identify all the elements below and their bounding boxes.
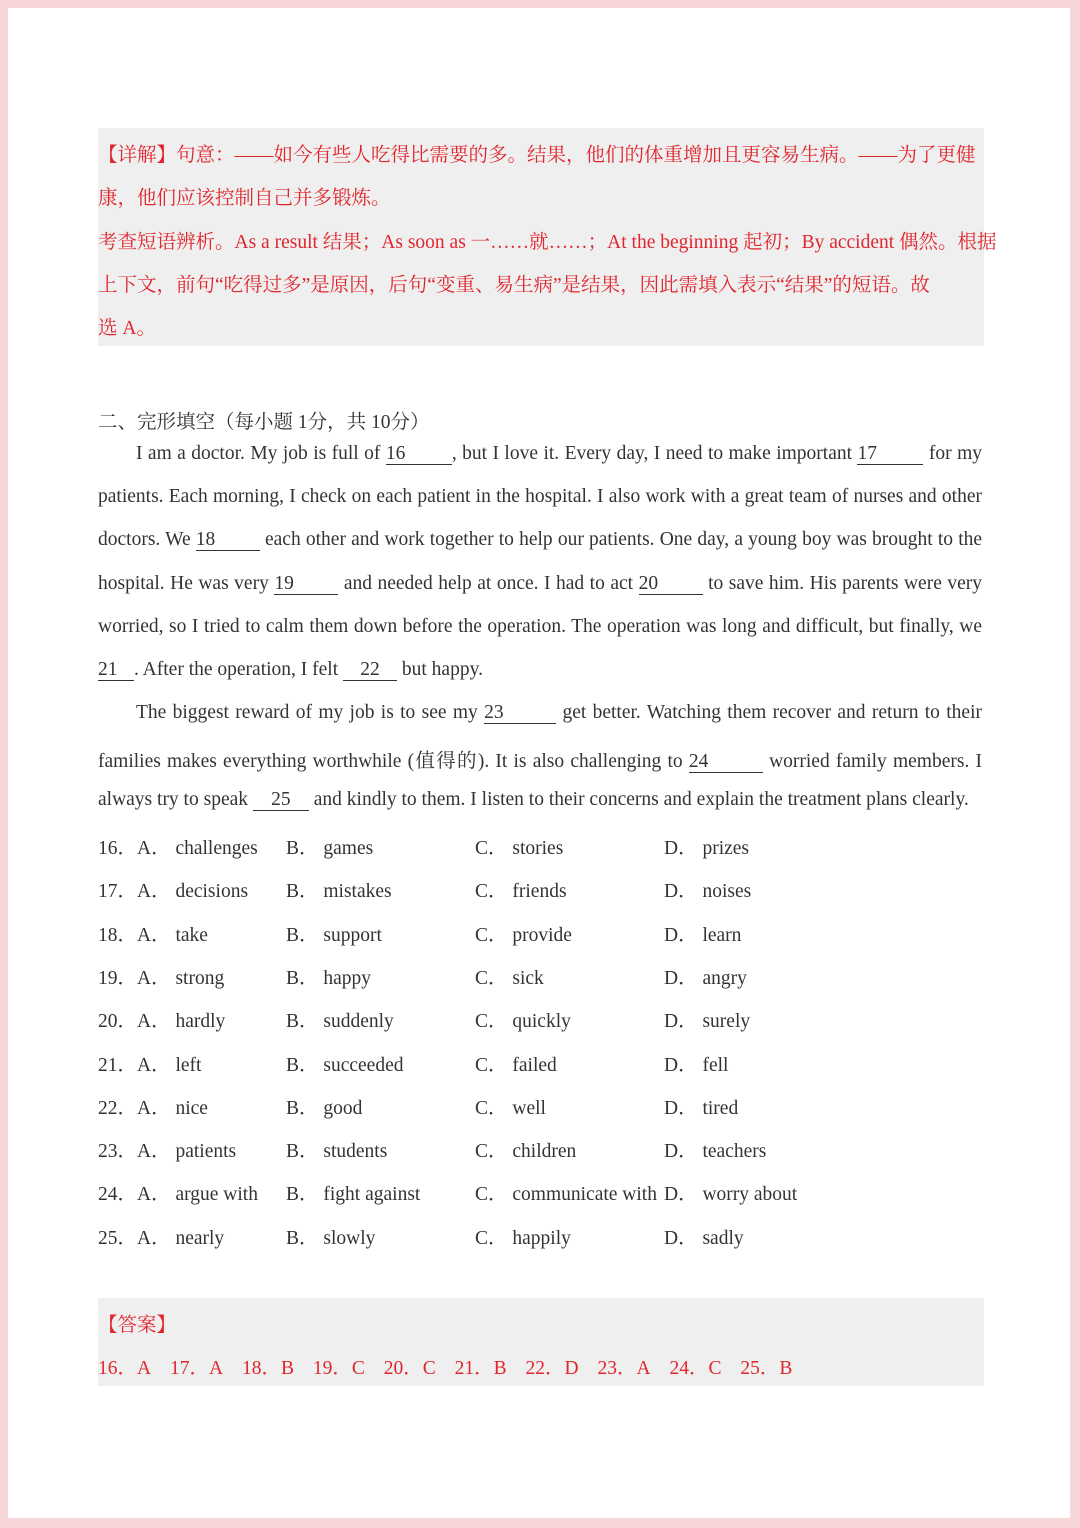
answer-item: 18．B (241, 1358, 294, 1379)
option-c: C． children (475, 1141, 577, 1163)
option-c: C． communicate with (475, 1184, 657, 1206)
option-a: A． take (137, 924, 208, 946)
option-b: B． mistakes (286, 881, 392, 903)
option-a: A． hardly (137, 1011, 226, 1033)
option-a: A． decisions (137, 881, 249, 903)
option-a: A． nice (137, 1097, 208, 1119)
option-d: D． surely (664, 1011, 751, 1033)
question-number: 23． (98, 1141, 138, 1163)
passage-line: doctors. We 18 each other and work together to help our patients. One day, a young boy was brought to the (98, 529, 983, 550)
question-number: 24． (98, 1184, 138, 1206)
answer-item: 25．B (740, 1358, 793, 1379)
answer-item: 21．B (454, 1358, 507, 1379)
passage-line: I am a doctor. My job is full of 16 , but I love it. Every day, I need to make important 17 for my (136, 443, 982, 464)
blank-25: 25 (253, 789, 309, 811)
question-number: 19． (98, 967, 138, 989)
option-b: B． support (286, 924, 382, 946)
option-c: C． stories (475, 838, 564, 859)
answer-item: 22．D (525, 1358, 579, 1379)
blank-17: 17 (857, 443, 923, 465)
question-number: 18． (98, 924, 138, 946)
option-d: D． fell (664, 1054, 729, 1076)
answer-item: 24．C (669, 1358, 722, 1379)
blank-16: 16 (386, 443, 452, 465)
option-d: D． learn (664, 924, 742, 946)
explanation-line-2: 康，他们应该控制自己并多锻炼。 (98, 188, 391, 209)
passage-line: always try to speak 25 and kindly to them. I listen to their concerns and explain the treatment plans clearly. (98, 789, 969, 810)
option-b: B． games (286, 838, 374, 859)
option-a: A． challenges (137, 838, 258, 859)
answer-list (98, 1352, 806, 1380)
passage-line: hospital. He was very 19 and needed help at once. I had to act 20 to save him. His parents were very (98, 573, 983, 594)
option-a: A． patients (137, 1141, 237, 1163)
option-c: C． happily (475, 1227, 571, 1249)
explanation-line-5: 选 A。 (98, 318, 156, 339)
option-b: B． happy (286, 967, 372, 989)
passage-line: 21 . After the operation, I felt 22 but happy. (98, 659, 483, 680)
passage-line: The biggest reward of my job is to see my 23 get better. Watching them recover and return to their (136, 702, 982, 723)
blank-18: 18 (196, 529, 260, 551)
option-d: D． sadly (664, 1227, 744, 1249)
document-page (8, 8, 1070, 1518)
explanation-line-1: 【详解】句意：——如今有些人吃得比需要的多。结果，他们的体重增加且更容易生病。——为了更健 (98, 145, 976, 166)
option-c: C． quickly (475, 1011, 571, 1033)
answer-item: 19．C (312, 1358, 365, 1379)
option-b: B． suddenly (286, 1011, 394, 1033)
answer-title: 【答案】 (98, 1315, 177, 1336)
explanation-line-4: 上下文，前句“吃得过多”是原因，后句“变重、易生病”是结果，因此需填入表示“结果”的短语。故 (98, 275, 930, 296)
blank-24: 24 (689, 751, 763, 773)
option-b: B． succeeded (286, 1054, 404, 1076)
question-number: 21． (98, 1054, 138, 1076)
passage-line: worried, so I tried to calm them down before the operation. The operation was long and difficult, but finally, we (98, 616, 982, 637)
question-number: 25． (98, 1227, 138, 1249)
option-a: A． nearly (137, 1227, 225, 1249)
question-number: 16． (98, 838, 138, 859)
question-number: 17． (98, 881, 138, 903)
blank-21: 21 (98, 659, 134, 681)
answer-item: 23．A (597, 1358, 651, 1379)
answer-item: 20．C (383, 1358, 436, 1379)
passage-line: families makes everything worthwhile (值得的). It is also challenging to 24 worried family members. I (98, 751, 983, 772)
option-a: A． argue with (137, 1184, 258, 1206)
option-c: C． provide (475, 924, 572, 946)
option-d: D． teachers (664, 1141, 767, 1163)
answer-item: 16．A (98, 1358, 152, 1379)
section-title: 二、完形填空（每小题 1分，共 10分） (98, 412, 430, 433)
option-c: C． failed (475, 1054, 557, 1076)
option-d: D． noises (664, 881, 752, 903)
blank-22: 22 (343, 659, 397, 681)
option-c: C． sick (475, 967, 544, 989)
option-b: B． good (286, 1097, 363, 1119)
option-b: B． slowly (286, 1227, 376, 1249)
question-number: 22． (98, 1097, 138, 1119)
question-number: 20． (98, 1011, 138, 1033)
blank-19: 19 (274, 573, 338, 595)
option-b: B． fight against (286, 1184, 421, 1206)
option-c: C． well (475, 1097, 546, 1119)
option-a: A． left (137, 1054, 202, 1076)
option-a: A． strong (137, 967, 225, 989)
option-d: D． worry about (664, 1184, 798, 1206)
answer-item: 17．A (169, 1358, 224, 1379)
option-c: C． friends (475, 881, 567, 903)
passage-line: patients. Each morning, I check on each patient in the hospital. I also work with a great team of nurses and other (98, 486, 982, 507)
option-b: B． students (286, 1141, 388, 1163)
option-d: D． prizes (664, 838, 750, 859)
blank-20: 20 (639, 573, 703, 595)
blank-23: 23 (484, 702, 556, 724)
explanation-line-3: 考查短语辨析。As a result 结果；As soon as 一……就……；At the beginning 起初；By accident 偶然。根据 (98, 232, 997, 253)
option-d: D． tired (664, 1097, 739, 1119)
option-d: D． angry (664, 967, 747, 989)
